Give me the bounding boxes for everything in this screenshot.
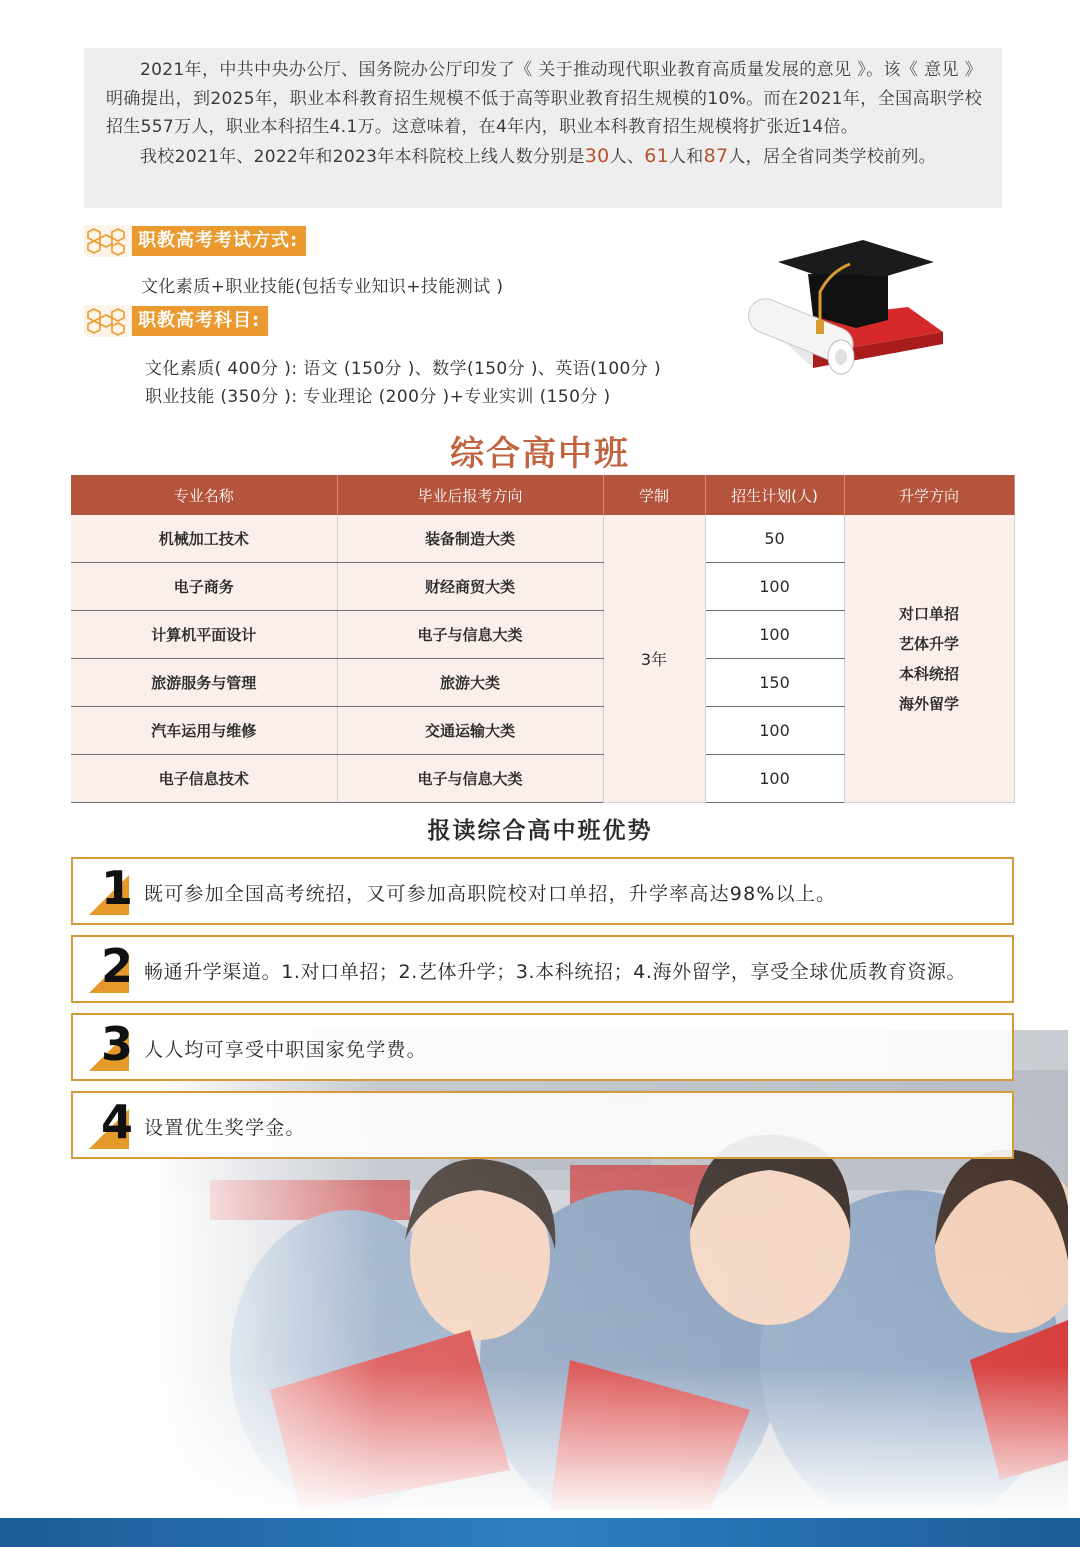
table-header-row xyxy=(71,475,1014,515)
stat-2023: 87 xyxy=(703,144,729,167)
plan-cell: 100 xyxy=(705,611,844,659)
plan-cell: 100 xyxy=(705,563,844,611)
intro-box xyxy=(84,48,1002,208)
category-cell: 电子与信息大类 xyxy=(337,755,603,803)
advantage-number: 2 xyxy=(101,939,134,993)
header-duration: 学制 xyxy=(603,475,705,515)
advantage-text: 既可参加全国高考统招，又可参加高职院校对口单招，升学率高达98%以上。 xyxy=(144,883,837,905)
category-cell: 电子与信息大类 xyxy=(337,611,603,659)
major-cell: 旅游服务与管理 xyxy=(71,659,337,707)
graduation-cap-icon xyxy=(738,232,948,382)
header-plan: 招生计划(人) xyxy=(705,475,844,515)
duration-cell: 3年 xyxy=(603,515,705,803)
exam-subjects-heading xyxy=(84,305,268,337)
category-cell: 财经商贸大类 xyxy=(337,563,603,611)
advantage-item xyxy=(71,857,1014,925)
header-major: 专业名称 xyxy=(71,475,337,515)
program-title: 综合高中班 xyxy=(450,434,630,474)
header-direction: 升学方向 xyxy=(844,475,1014,515)
major-cell: 计算机平面设计 xyxy=(71,611,337,659)
intro-paragraph-1: 2021年，中共中央办公厅、国务院办公厅印发了《 关于推动现代职业教育高质量发展的意见 》。该《 意见 》明确提出，到2025年，职业本科教育招生规模不低于高等职业教育招生规模的10%。而在2021年，全国高职学校招生557万人，职业本科招生4.1万。这意味着，在4年内，职业本科教育招生规模将扩张近14倍。 xyxy=(106,60,982,138)
advantages-title: 报读综合高中班优势 xyxy=(427,818,653,844)
number-badge xyxy=(89,939,145,999)
advantage-text: 畅通升学渠道。1.对口单招；2.艺体升学；3.本科统招；4.海外留学，享受全球优质教育资源。 xyxy=(144,961,967,983)
advantage-item xyxy=(71,1091,1014,1159)
advantage-item xyxy=(71,935,1014,1003)
major-cell: 电子商务 xyxy=(71,563,337,611)
intro-p2-sep2: 人和 xyxy=(668,146,704,167)
major-cell: 电子信息技术 xyxy=(71,755,337,803)
direction-item: 艺体升学 xyxy=(898,634,959,653)
advantage-text: 设置优生奖学金。 xyxy=(144,1117,306,1139)
number-badge xyxy=(89,1095,145,1155)
intro-p2-text: 我校2021年、2022年和2023年本科院校上线人数分别是 xyxy=(140,146,585,167)
category-cell: 旅游大类 xyxy=(337,659,603,707)
plan-cell: 100 xyxy=(705,755,844,803)
intro-paragraph-2 xyxy=(106,142,982,172)
plan-cell: 100 xyxy=(705,707,844,755)
exam-method-label: 职教高考考试方式: xyxy=(132,226,306,256)
intro-p2-sep1: 人、 xyxy=(609,146,645,167)
stat-2022: 61 xyxy=(644,144,669,167)
program-table xyxy=(71,475,1015,803)
plan-cell: 150 xyxy=(705,659,844,707)
major-cell: 机械加工技术 xyxy=(71,515,337,563)
number-badge xyxy=(89,861,145,921)
table-row xyxy=(71,515,1014,563)
exam-subjects-line-1: 文化素质( 400分 ): 语文 (150分 )、数学(150分 )、英语(100分 ) xyxy=(145,359,662,379)
category-cell: 交通运输大类 xyxy=(337,707,603,755)
exam-method-text: 文化素质+职业技能(包括专业知识+技能测试 ) xyxy=(141,277,504,297)
stat-2021: 30 xyxy=(584,144,610,167)
exam-method-heading xyxy=(84,225,306,257)
advantage-number: 3 xyxy=(101,1017,134,1071)
advantage-item xyxy=(71,1013,1014,1081)
header-category: 毕业后报考方向 xyxy=(337,475,603,515)
major-cell: 汽车运用与维修 xyxy=(71,707,337,755)
plan-cell: 50 xyxy=(705,515,844,563)
direction-item: 本科统招 xyxy=(898,664,959,683)
exam-subjects-line-2: 职业技能 (350分 ): 专业理论 (200分 )+专业实训 (150分 ) xyxy=(145,387,611,407)
bottom-bar xyxy=(0,1518,1080,1547)
direction-item: 海外留学 xyxy=(898,694,959,713)
advantage-number: 4 xyxy=(101,1095,134,1149)
category-cell: 装备制造大类 xyxy=(337,515,603,563)
intro-p2-end: 人，居全省同类学校前列。 xyxy=(728,146,936,167)
hexagon-cluster-icon xyxy=(84,225,132,257)
hexagon-cluster-icon xyxy=(84,305,132,337)
advantage-number: 1 xyxy=(101,861,134,915)
direction-cell xyxy=(844,515,1014,803)
direction-item: 对口单招 xyxy=(898,604,959,623)
exam-subjects-label: 职教高考科目: xyxy=(132,306,268,336)
advantage-text: 人人均可享受中职国家免学费。 xyxy=(144,1039,427,1061)
number-badge xyxy=(89,1017,145,1077)
